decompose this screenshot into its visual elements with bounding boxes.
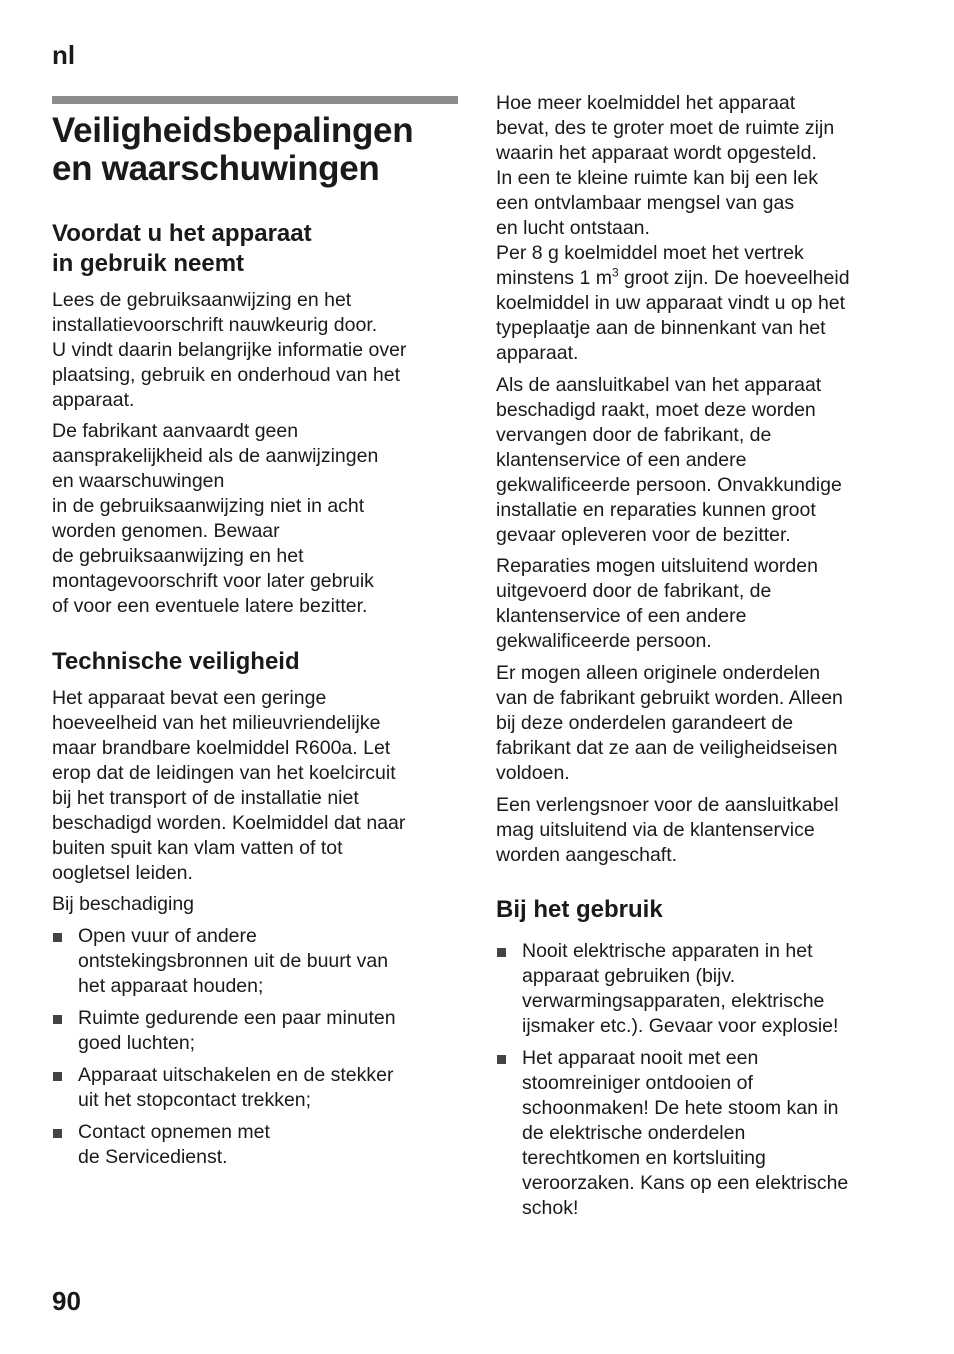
list-item: Het apparaat nooit met een stoomreiniger ontdooien of schoonmaken! De hete stoom kan in de elektrische onderdelen terechtkomen en kortsluiting veroorzaken. Kans op een elektrische schok!: [496, 1046, 906, 1221]
section-heading-before-use: Voordat u het apparaat in gebruik neemt: [52, 220, 312, 277]
bullet-square-icon: [53, 1129, 62, 1138]
list-item: Apparaat uitschakelen en de stekker uit het stopcontact trekken;: [52, 1063, 458, 1113]
paragraph: Het apparaat bevat een geringe hoeveelheid van het milieuvriendelijke maar brandbare koelmiddel R600a. Let erop dat de leidingen van het koelcircuit bij het transport of de installatie niet beschadigd worden. Koelmiddel dat naar buiten spuit kan vlam vatten of tot oogletsel leiden.: [52, 687, 406, 884]
list-item: Nooit elektrische apparaten in het apparaat gebruiken (bijv. verwarmingsapparaten, elektrische ijsmaker etc.). Gevaar voor explosie!: [496, 939, 906, 1039]
language-code: nl: [52, 40, 76, 70]
paragraph: Bij beschadiging: [52, 893, 195, 915]
paragraph: Hoe meer koelmiddel het apparaat bevat, des te groter moet de ruimte zijn waarin het apparaat wordt opgesteld. In een te kleine ruimte kan bij een lek een ontvlambaar mengsel van gas en lucht ontstaan. Per 8 g koelmiddel moet het vertrek minstens 1 $m^3$ groot zijn. De hoeveelheid koelmiddel in uw apparaat vindt u op het typeplaatje aan de binnenkant van het apparaat.: [496, 92, 850, 364]
title-rule: [52, 96, 458, 104]
page-title: Veiligheidsbepalingen en waarschuwingen: [52, 111, 414, 188]
list-item: Open vuur of andere ontstekingsbronnen uit de buurt van het apparaat houden;: [52, 924, 458, 999]
bullet-square-icon: [53, 1072, 62, 1081]
bullet-square-icon: [497, 1055, 506, 1064]
bullet-square-icon: [497, 948, 506, 957]
page-number: 90: [52, 1286, 81, 1316]
paragraph: Reparaties mogen uitsluitend worden uitgevoerd door de fabrikant, de klantenservice of een andere gekwalificeerde persoon.: [496, 555, 818, 652]
paragraph: Er mogen alleen originele onderdelen van de fabrikant gebruikt worden. Alleen bij deze onderdelen garandeert de fabrikant dat ze aan de veiligheidseisen voldoen.: [496, 662, 843, 784]
list-item: Contact opnemen met de Servicedienst.: [52, 1120, 458, 1170]
bullet-square-icon: [53, 933, 62, 942]
list-item: Ruimte gedurende een paar minuten goed luchten;: [52, 1006, 458, 1056]
paragraph: De fabrikant aanvaardt geen aansprakelijkheid als de aanwijzingen en waarschuwingen in de gebruiksaanwijzing niet in acht worden genomen. Bewaar de gebruiksaanwijzing en het montagevoorschrift voor later gebruik of voor een eventuele latere bezitter.: [52, 420, 379, 617]
section-heading-in-use: Bij het gebruik: [496, 896, 663, 923]
section-heading-technical-safety: Technische veiligheid: [52, 648, 300, 675]
paragraph: Lees de gebruiksaanwijzing en het installatievoorschrift nauwkeurig door. U vindt daarin belangrijke informatie over plaatsing, gebruik en onderhoud van het apparaat.: [52, 289, 407, 411]
paragraph: Een verlengsnoer voor de aansluitkabel mag uitsluitend via de klantenservice worden aangeschaft.: [496, 794, 839, 866]
paragraph: Als de aansluitkabel van het apparaat beschadigd raakt, moet deze worden vervangen door de fabrikant, de klantenservice of een andere gekwalificeerde persoon. Onvakkundige installatie en reparaties kunnen groot gevaar opleveren voor de bezitter.: [496, 374, 842, 546]
bullet-square-icon: [53, 1015, 62, 1024]
